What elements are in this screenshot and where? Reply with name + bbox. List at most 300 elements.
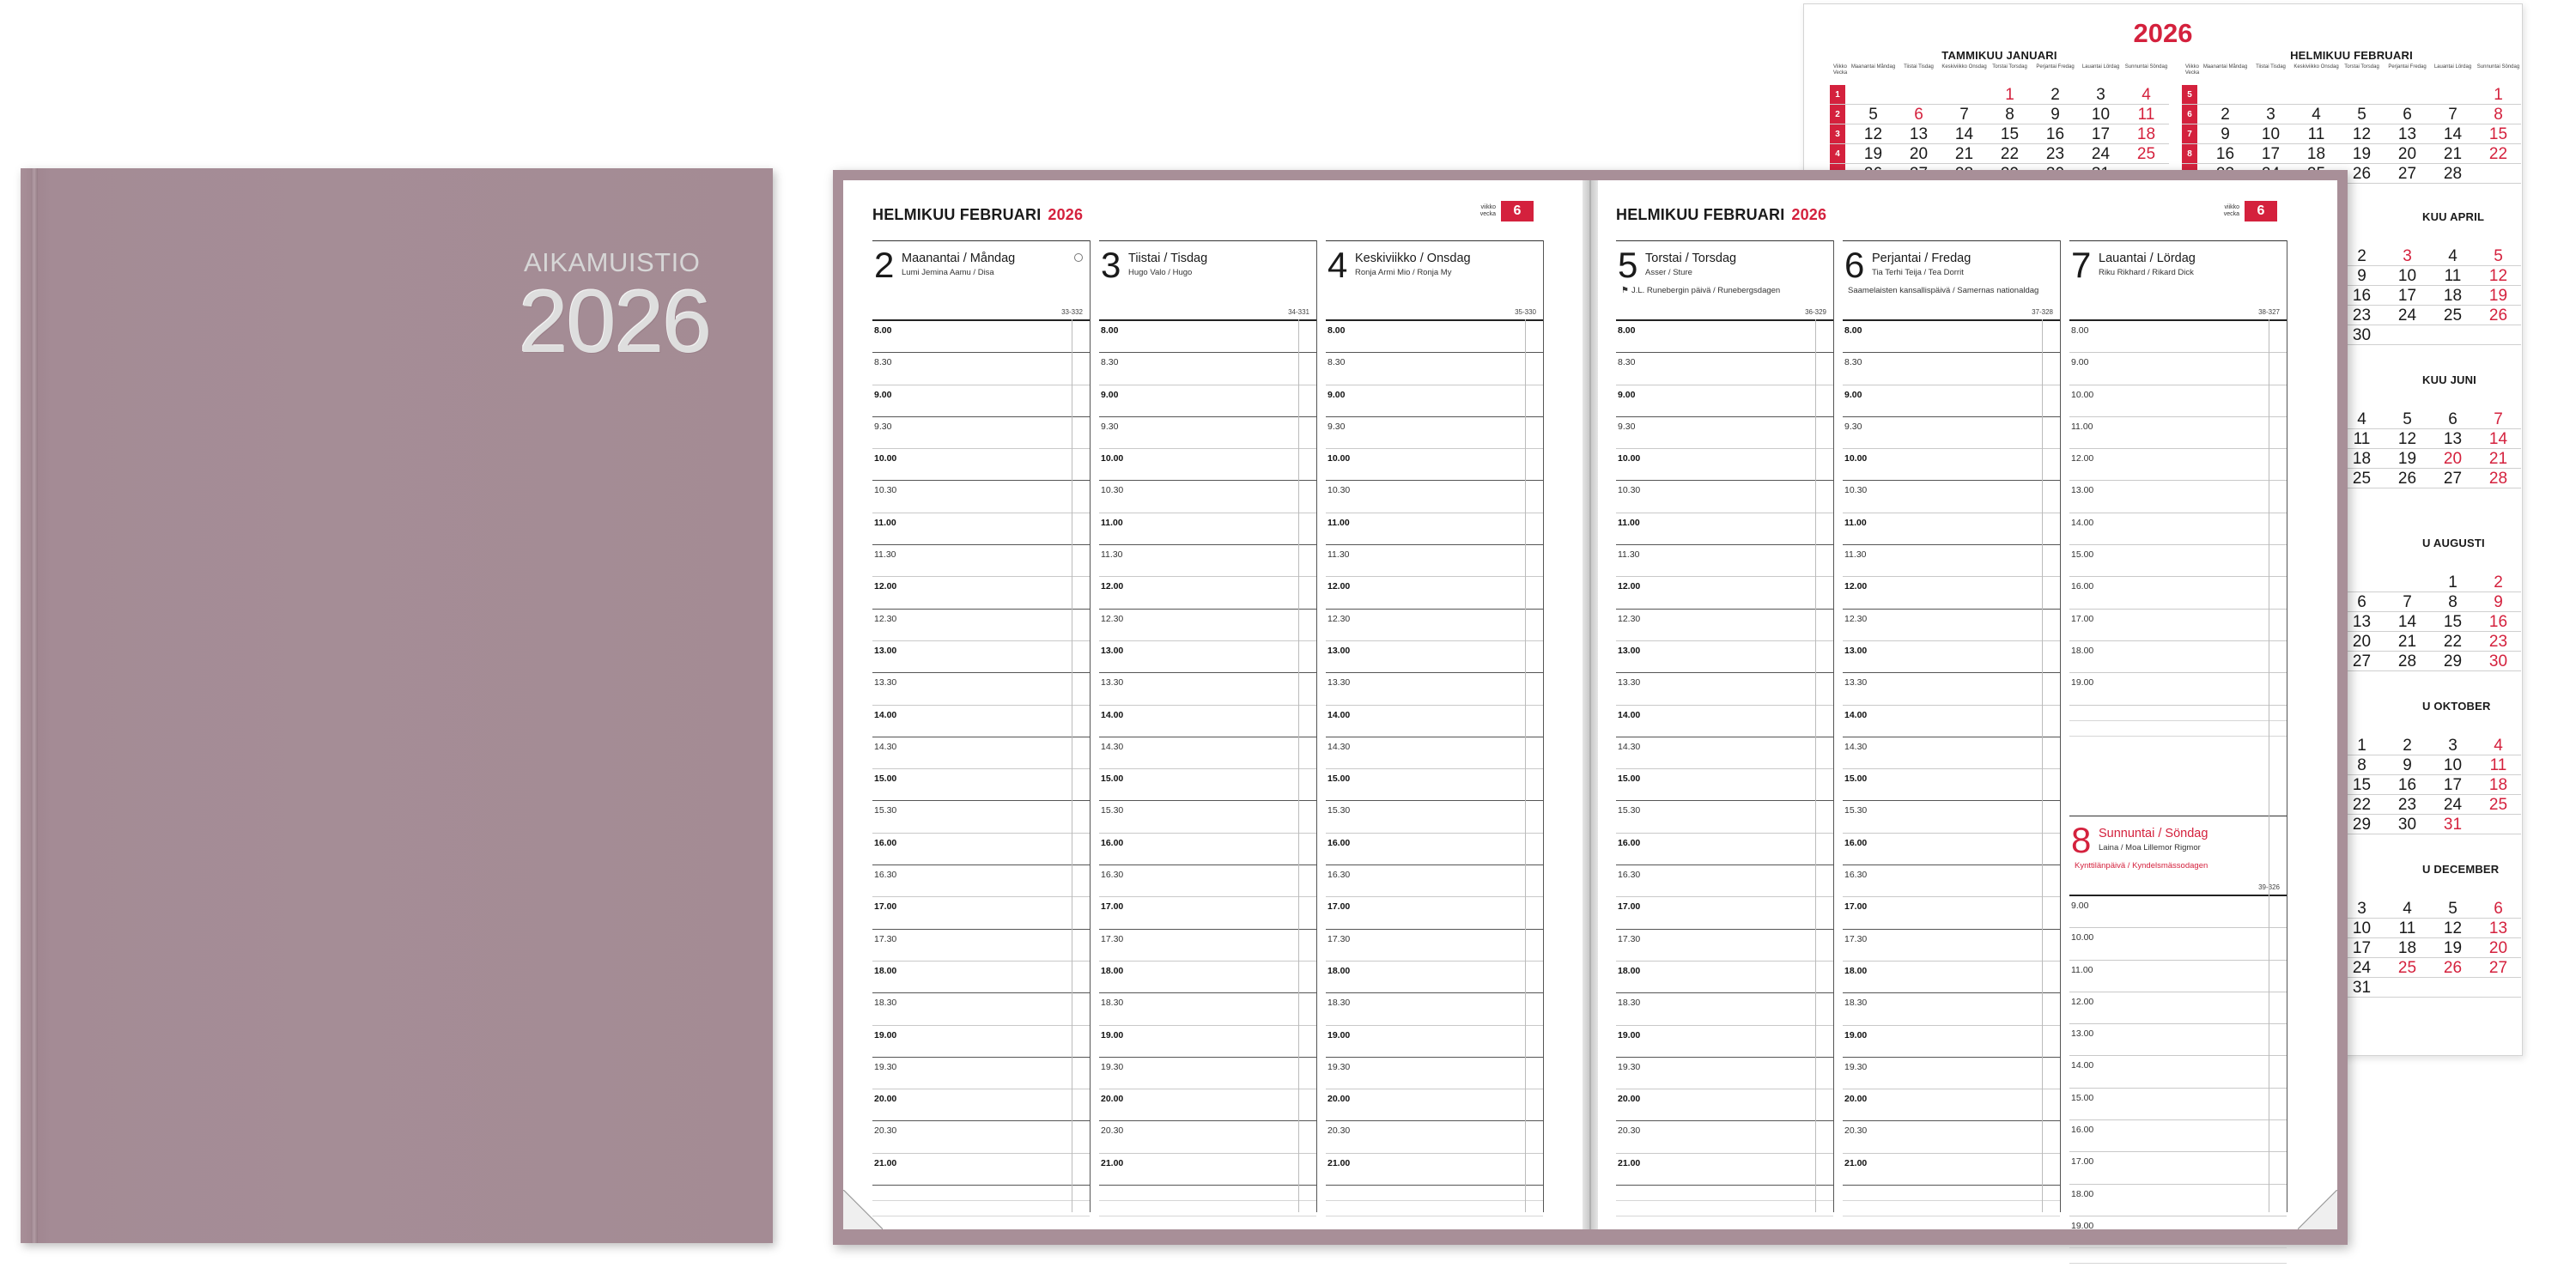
calendar-day: 11	[2444, 267, 2462, 285]
time-slot[interactable]	[1616, 1121, 1833, 1153]
time-slot[interactable]	[872, 673, 1090, 705]
calendar-day: 6	[2403, 106, 2412, 124]
calendar-day	[2476, 325, 2521, 344]
time-label: 19.30	[1844, 1061, 1868, 1072]
time-slot[interactable]	[1099, 737, 1316, 769]
time-slot[interactable]	[872, 962, 1090, 993]
right-page	[1587, 180, 2337, 1229]
calendar-day: 12	[2352, 125, 2372, 143]
time-slot[interactable]	[1616, 993, 1833, 1025]
name-days: Laina / Moa Lillemor Rigmor	[2099, 843, 2201, 852]
time-label: 9.30	[1844, 421, 1862, 432]
time-slot[interactable]	[2069, 1056, 2287, 1088]
time-label: 16.30	[1618, 870, 1641, 881]
time-slot[interactable]	[1616, 449, 1833, 481]
calendar-day: 11	[2307, 125, 2325, 143]
weekday-label: Tiistai Tisdag	[2256, 64, 2286, 70]
calendar-day: 17	[2091, 125, 2111, 143]
calendar-day: 9	[2221, 125, 2230, 143]
time-label: 8.30	[1327, 357, 1346, 368]
time-slot[interactable]	[1326, 577, 1543, 609]
week-indicator	[2224, 201, 2277, 221]
calendar-day: 4	[2142, 86, 2151, 104]
time-slot[interactable]	[1616, 353, 1833, 385]
calendar-day: 12	[2397, 430, 2417, 448]
time-label: 11.30	[1618, 549, 1640, 561]
time-label: 9.00	[1101, 389, 1119, 400]
time-slot[interactable]	[872, 545, 1090, 577]
time-slot[interactable]	[1326, 385, 1543, 417]
time-label: 8.00	[1101, 325, 1119, 336]
calendar-day: 19	[1863, 145, 1883, 163]
time-slot[interactable]	[1843, 834, 2060, 865]
time-slot[interactable]	[872, 1089, 1090, 1121]
time-label: 13.00	[2071, 485, 2094, 496]
open-diary	[833, 170, 2348, 1245]
time-label: 11.00	[1101, 517, 1123, 528]
time-slot[interactable]	[1326, 417, 1543, 449]
time-label: 11.00	[2071, 421, 2093, 432]
calendar-day: 8	[2494, 106, 2503, 124]
time-slot[interactable]	[872, 449, 1090, 481]
day-count: 35-330	[1515, 308, 1536, 316]
time-label: 15.00	[1101, 774, 1124, 785]
time-slot[interactable]	[2069, 513, 2287, 545]
time-slot[interactable]	[1099, 865, 1316, 897]
time-slot[interactable]	[1616, 577, 1833, 609]
time-slot[interactable]	[1099, 321, 1316, 353]
time-slot[interactable]	[872, 801, 1090, 833]
time-slot[interactable]	[872, 769, 1090, 801]
time-slot[interactable]	[1616, 706, 1833, 737]
time-slot[interactable]	[1099, 610, 1316, 641]
time-slot[interactable]	[1616, 610, 1833, 641]
time-slot[interactable]	[1843, 673, 2060, 705]
time-slot[interactable]	[1616, 385, 1833, 417]
time-slot[interactable]	[1099, 641, 1316, 673]
time-label: 16.00	[2071, 581, 2094, 592]
calendar-day: 2	[2403, 737, 2412, 755]
time-slot[interactable]	[1099, 769, 1316, 801]
margin-line	[2042, 319, 2043, 1212]
time-slot[interactable]	[872, 610, 1090, 641]
time-slot[interactable]	[1099, 673, 1316, 705]
cover-title: AIKAMUISTIO	[524, 247, 701, 277]
calendar-day: 22	[2443, 633, 2463, 651]
calendar-day: 10	[2443, 756, 2463, 774]
time-slot[interactable]	[2069, 577, 2287, 609]
calendar-day: 2	[2357, 247, 2366, 265]
calendar-day: 18	[2136, 125, 2156, 143]
week-label-sv: vecka	[1479, 211, 1496, 217]
time-slot[interactable]	[1326, 321, 1543, 353]
time-label: 12.30	[1327, 613, 1351, 624]
time-slot[interactable]	[2069, 353, 2287, 385]
time-label: 12.30	[874, 613, 897, 624]
calendar-day: 10	[2397, 267, 2417, 285]
calendar-day: 19	[2488, 287, 2508, 305]
time-slot[interactable]	[1843, 1154, 2060, 1186]
week-number: 5	[2182, 85, 2197, 104]
week-label-fi: viikko	[2224, 204, 2239, 210]
time-slot[interactable]	[1326, 865, 1543, 897]
margin-line	[1298, 319, 1299, 1212]
time-slot[interactable]	[872, 834, 1090, 865]
time-slot[interactable]	[1099, 481, 1316, 513]
calendar-day: 25	[2136, 145, 2156, 163]
time-slot[interactable]	[872, 417, 1090, 449]
time-slot[interactable]	[1326, 801, 1543, 833]
time-label: 17.00	[2071, 613, 2094, 624]
time-slot[interactable]	[2069, 610, 2287, 641]
extra-lines	[2069, 706, 2287, 737]
time-label: 14.00	[2071, 517, 2094, 528]
calendar-day	[2293, 85, 2339, 104]
calendar-day	[2248, 85, 2293, 104]
day-header	[1099, 240, 1316, 319]
calendar-day: 13	[2397, 125, 2417, 143]
time-slot[interactable]	[1616, 930, 1833, 962]
calendar-day: 27	[2488, 959, 2508, 977]
time-slot[interactable]	[1843, 1026, 2060, 1058]
time-slot[interactable]	[1616, 897, 1833, 929]
time-slot[interactable]	[1616, 513, 1833, 545]
time-slot[interactable]	[1616, 737, 1833, 769]
time-slots	[1616, 319, 1833, 1186]
calendar-day: 13	[2443, 430, 2463, 448]
time-slot[interactable]	[1099, 1121, 1316, 1153]
time-slot[interactable]	[1326, 513, 1543, 545]
year-label: 2026	[1791, 206, 1827, 223]
calendar-day: 6	[2357, 593, 2366, 611]
time-slot[interactable]	[1099, 962, 1316, 993]
time-slot[interactable]	[1099, 1026, 1316, 1058]
time-slot[interactable]	[1326, 1058, 1543, 1089]
time-label: 13.00	[874, 645, 897, 656]
calendar-day: 1	[2005, 86, 2014, 104]
time-label: 9.00	[874, 389, 892, 400]
week-row	[2182, 124, 2521, 144]
time-slot[interactable]	[1843, 993, 2060, 1025]
time-label: 10.00	[1101, 453, 1124, 464]
time-slot[interactable]	[1616, 769, 1833, 801]
time-slot[interactable]	[1099, 513, 1316, 545]
time-slot[interactable]	[2069, 449, 2287, 481]
time-label: 13.30	[874, 677, 897, 689]
time-label: 19.00	[1618, 1029, 1641, 1040]
time-slot[interactable]	[872, 1026, 1090, 1058]
time-slot[interactable]	[872, 577, 1090, 609]
calendar-day: 4	[2357, 410, 2366, 428]
time-slot[interactable]	[1843, 610, 2060, 641]
time-slot[interactable]	[1326, 610, 1543, 641]
time-slot[interactable]	[1616, 673, 1833, 705]
time-slot[interactable]	[1099, 993, 1316, 1025]
time-slot[interactable]	[2069, 417, 2287, 449]
time-slot[interactable]	[1843, 353, 2060, 385]
time-slot[interactable]	[1099, 834, 1316, 865]
name-days: Ronja Armi Mio / Ronja My	[1355, 268, 1452, 277]
time-slot[interactable]	[1099, 545, 1316, 577]
time-slot[interactable]	[1843, 1089, 2060, 1121]
time-slot[interactable]	[1326, 930, 1543, 962]
time-slot[interactable]	[1616, 1154, 1833, 1186]
calendar-day: 16	[2397, 776, 2417, 794]
calendar-day: 25	[2488, 796, 2508, 814]
time-slot[interactable]	[1326, 737, 1543, 769]
time-label: 21.00	[874, 1157, 897, 1168]
page-corner	[2298, 1190, 2337, 1229]
time-slot[interactable]	[1843, 577, 2060, 609]
month-title: KUU APRIL	[2422, 210, 2485, 223]
time-slot[interactable]	[1843, 545, 2060, 577]
month-title: TAMMIKUU JANUARI	[1941, 49, 2057, 62]
time-slot[interactable]	[1843, 801, 2060, 833]
time-label: 11.30	[874, 549, 896, 561]
extra-lines	[1843, 1186, 2060, 1216]
time-slot[interactable]	[1326, 1154, 1543, 1186]
time-label: 10.30	[1844, 485, 1868, 496]
time-slot[interactable]	[1616, 545, 1833, 577]
calendar-day: 17	[2352, 939, 2372, 957]
calendar-day	[1896, 85, 1941, 104]
time-slot[interactable]	[1099, 449, 1316, 481]
time-slot[interactable]	[1843, 706, 2060, 737]
time-slot[interactable]	[872, 993, 1090, 1025]
weekday-label: Torstai Torsdag	[1992, 64, 2027, 70]
time-slot[interactable]	[1616, 962, 1833, 993]
time-slot[interactable]	[1099, 930, 1316, 962]
week-number: 7	[2182, 124, 2197, 143]
time-slot[interactable]	[1326, 1121, 1543, 1153]
time-slot[interactable]	[1843, 962, 2060, 993]
calendar-day: 16	[2488, 613, 2508, 631]
time-label: 18.30	[1618, 998, 1641, 1009]
time-slot[interactable]	[1326, 641, 1543, 673]
time-slot[interactable]	[872, 353, 1090, 385]
weekday-label: Lauantai Lördag	[2081, 64, 2120, 70]
calendar-day: 21	[2488, 450, 2508, 468]
time-slot[interactable]	[1326, 993, 1543, 1025]
time-label: 15.00	[874, 774, 897, 785]
time-slot[interactable]	[2069, 1089, 2287, 1120]
week-row	[1830, 85, 2169, 105]
day-number: 3	[1101, 245, 1121, 285]
calendar-day: 30	[2352, 326, 2372, 344]
time-slot[interactable]	[1099, 706, 1316, 737]
calendar-day: 27	[2352, 652, 2372, 670]
holiday-label: Kynttilänpäivä / Kyndelsmässodagen	[2075, 861, 2208, 871]
time-slot[interactable]	[1843, 321, 2060, 353]
time-slot[interactable]	[872, 1154, 1090, 1186]
time-slot[interactable]	[1326, 834, 1543, 865]
time-label: 8.30	[874, 357, 892, 368]
time-slot[interactable]	[1843, 865, 2060, 897]
calendar-day: 3	[2266, 106, 2275, 124]
time-slot[interactable]	[1843, 449, 2060, 481]
calendar-day	[2339, 85, 2385, 104]
time-slot[interactable]	[2069, 1152, 2287, 1184]
time-slot[interactable]	[1099, 577, 1316, 609]
time-label: 8.00	[2071, 325, 2089, 336]
day-count: 36-329	[1805, 308, 1826, 316]
month-title: U DECEMBER	[2422, 863, 2500, 876]
mini-month-february	[2182, 49, 2521, 184]
time-slot[interactable]	[2069, 545, 2287, 577]
time-slot[interactable]	[1843, 481, 2060, 513]
time-label: 11.00	[1327, 517, 1350, 528]
time-slot[interactable]	[872, 513, 1090, 545]
time-slot[interactable]	[1843, 769, 2060, 801]
time-label: 13.00	[1618, 645, 1641, 656]
calendar-day: 14	[2397, 613, 2417, 631]
time-slot[interactable]	[1326, 897, 1543, 929]
time-slot[interactable]	[1099, 417, 1316, 449]
time-slot[interactable]	[1099, 1089, 1316, 1121]
calendar-day: 31	[2443, 816, 2463, 834]
blank-line	[872, 1201, 1090, 1216]
week-row	[1830, 144, 2169, 164]
time-label: 19.30	[1618, 1061, 1641, 1072]
calendar-day: 20	[2397, 145, 2417, 163]
time-slot[interactable]	[2069, 961, 2287, 992]
time-slot[interactable]	[1099, 897, 1316, 929]
time-slot[interactable]	[2069, 385, 2287, 417]
left-page-header	[872, 206, 1083, 224]
time-label: 15.30	[874, 805, 897, 816]
blank-line	[1843, 1186, 2060, 1201]
time-slot[interactable]	[872, 930, 1090, 962]
time-slot[interactable]	[1326, 962, 1543, 993]
day-number: 6	[1844, 245, 1865, 285]
time-label: 15.00	[1618, 774, 1641, 785]
time-slot[interactable]	[1616, 641, 1833, 673]
time-label: 8.00	[1327, 325, 1346, 336]
time-slot[interactable]	[2069, 1024, 2287, 1056]
time-slot[interactable]	[1843, 737, 2060, 769]
time-slot[interactable]	[1843, 417, 2060, 449]
time-slot[interactable]	[2069, 896, 2287, 928]
time-slot[interactable]	[872, 481, 1090, 513]
calendar-day: 1	[2357, 737, 2366, 755]
time-slot[interactable]	[872, 865, 1090, 897]
day-number: 5	[1618, 245, 1638, 285]
time-slot[interactable]	[1326, 1089, 1543, 1121]
time-slot[interactable]	[1326, 673, 1543, 705]
time-slot[interactable]	[2069, 481, 2287, 513]
time-slot[interactable]	[1326, 481, 1543, 513]
time-slot[interactable]	[1616, 481, 1833, 513]
time-slot[interactable]	[872, 641, 1090, 673]
time-label: 12.00	[874, 581, 897, 592]
time-slot[interactable]	[1099, 385, 1316, 417]
time-slot[interactable]	[1099, 1154, 1316, 1186]
time-slot[interactable]	[1616, 417, 1833, 449]
time-label: 10.00	[1327, 453, 1351, 464]
time-slot[interactable]	[1843, 641, 2060, 673]
time-slot[interactable]	[1616, 1026, 1833, 1058]
time-label: 15.00	[2071, 549, 2094, 561]
time-label: 20.00	[1618, 1094, 1641, 1105]
time-slot[interactable]	[2069, 641, 2287, 673]
time-label: 19.30	[874, 1061, 897, 1072]
time-slot[interactable]	[2069, 321, 2287, 353]
time-slot[interactable]	[1843, 513, 2060, 545]
time-slot[interactable]	[2069, 1185, 2287, 1216]
month-title: KUU JUNI	[2422, 373, 2476, 386]
time-slot[interactable]	[1326, 769, 1543, 801]
time-slot[interactable]	[1326, 545, 1543, 577]
time-slot[interactable]	[1843, 1121, 2060, 1153]
time-slot[interactable]	[1616, 834, 1833, 865]
time-slot[interactable]	[1616, 1089, 1833, 1121]
time-slot[interactable]	[872, 897, 1090, 929]
time-slot[interactable]	[1616, 865, 1833, 897]
time-slot[interactable]	[1326, 1026, 1543, 1058]
calendar-day: 22	[2488, 145, 2508, 163]
calendar-day: 6	[1914, 106, 1923, 124]
time-label: 11.00	[1844, 517, 1867, 528]
time-slot[interactable]	[872, 385, 1090, 417]
time-slot[interactable]	[2069, 928, 2287, 960]
margin-line	[1815, 319, 1816, 1212]
time-label: 13.00	[1844, 645, 1868, 656]
time-label: 17.00	[874, 901, 897, 913]
time-label: 15.30	[1327, 805, 1351, 816]
blank-line	[2069, 1264, 2287, 1274]
time-slot[interactable]	[1843, 1058, 2060, 1089]
time-label: 11.00	[874, 517, 896, 528]
time-slot[interactable]	[872, 737, 1090, 769]
time-label: 16.30	[1101, 870, 1124, 881]
calendar-day: 26	[2352, 165, 2372, 183]
time-slot[interactable]	[1843, 930, 2060, 962]
time-slot[interactable]	[1326, 449, 1543, 481]
time-slot[interactable]	[1099, 1058, 1316, 1089]
week-number: 6	[2245, 201, 2277, 221]
time-slot[interactable]	[872, 706, 1090, 737]
time-slot[interactable]	[2069, 1120, 2287, 1152]
time-slot[interactable]	[1616, 321, 1833, 353]
time-slot[interactable]	[1326, 706, 1543, 737]
time-slot[interactable]	[1843, 897, 2060, 929]
time-slots	[2069, 319, 2287, 706]
blank-line	[1099, 1186, 1316, 1201]
time-slot[interactable]	[2069, 673, 2287, 705]
time-label: 17.30	[1327, 933, 1351, 944]
time-slot[interactable]	[1843, 385, 2060, 417]
time-slot[interactable]	[1616, 801, 1833, 833]
month-label: HELMIKUU FEBRUARI	[872, 206, 1042, 223]
time-slot[interactable]	[2069, 1216, 2287, 1248]
calendar-day: 24	[2397, 306, 2417, 325]
time-slot[interactable]	[1099, 353, 1316, 385]
time-slot[interactable]	[2069, 992, 2287, 1024]
time-slot[interactable]	[872, 1121, 1090, 1153]
day-name: Perjantai / Fredag	[1872, 252, 1971, 265]
time-label: 8.30	[1101, 357, 1119, 368]
time-slot[interactable]	[1616, 1058, 1833, 1089]
time-slot[interactable]	[872, 1058, 1090, 1089]
calendar-day	[2430, 978, 2476, 997]
time-slot[interactable]	[872, 321, 1090, 353]
calendar-day: 24	[2352, 959, 2372, 977]
calendar-day: 27	[2397, 165, 2417, 183]
time-slot[interactable]	[1099, 801, 1316, 833]
diary-cover	[21, 168, 773, 1243]
time-slot[interactable]	[1326, 353, 1543, 385]
time-label: 10.30	[1618, 485, 1641, 496]
